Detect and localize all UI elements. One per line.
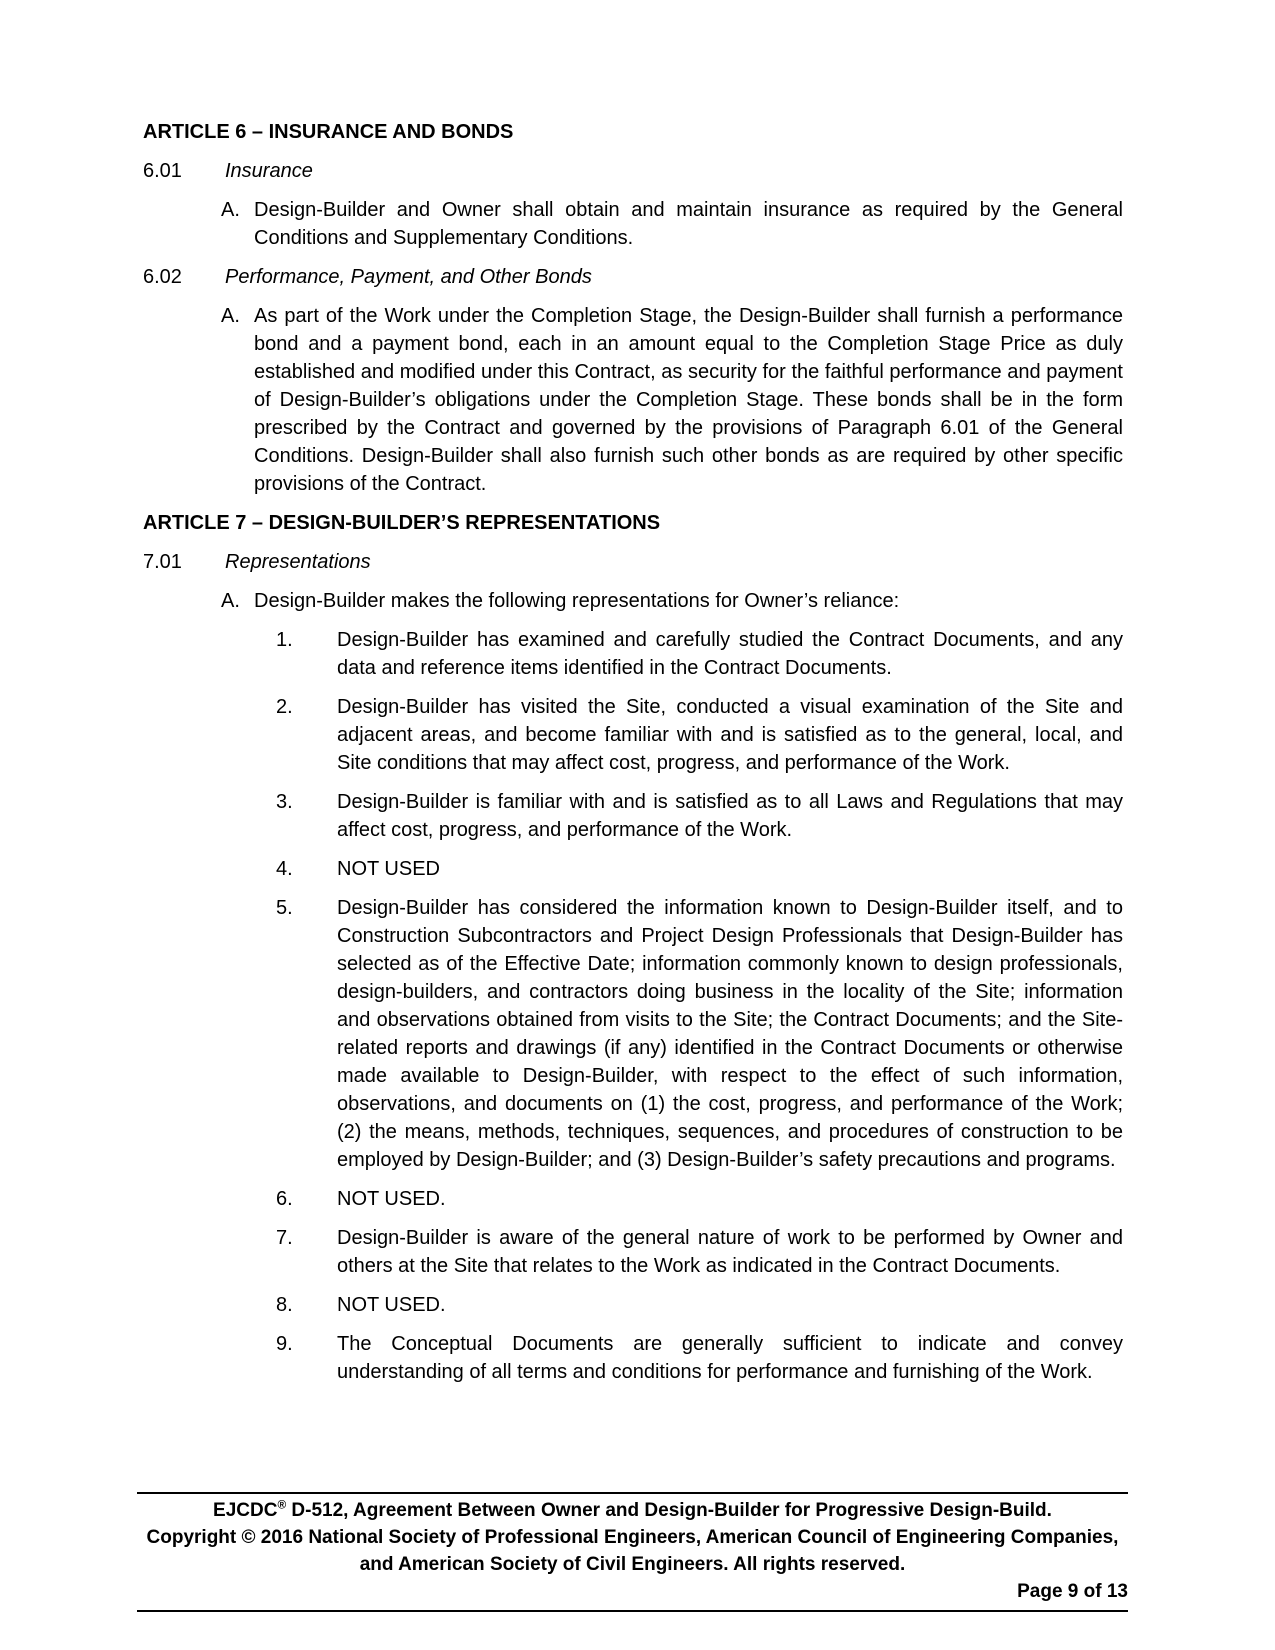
list-item-number: 6. [276, 1188, 293, 1210]
list-item-text: Design-Builder has considered the information known to Design-Builder itself, and to Construction Subcontractors and Project Design Professionals that Design-Builder has selected as of the Effective Date; information commonly known to design professionals, design-builders, and contractors doing business in the locality of the Site; information and observations obtained from visits to the Site; the Contract Documents; and the Site-related reports and drawings (if any) identified in the Contract Documents or otherwise made available to Design-Builder, with respect to the effect of such information, observations, and documents on (1) the cost, progress, and performance of the Work; (2) the means, methods, techniques, sequences, and procedures of construction to be employed by Design-Builder; and (3) Design-Builder’s safety precautions and programs. [337, 897, 1123, 1171]
list-item-text: NOT USED. [337, 1294, 446, 1316]
list-item-text: Design-Builder is aware of the general nature of work to be performed by Owner and others at the Site that relates to the Work as indicated in the Contract Documents. [337, 1227, 1123, 1277]
section-title: Representations [225, 551, 371, 573]
section-title: Insurance [225, 160, 313, 182]
list-item-number: 9. [276, 1333, 293, 1355]
paragraph-7-01-a [221, 587, 1123, 615]
list-item-3 [276, 788, 1123, 844]
section-6-01 [143, 157, 1123, 185]
list-item-text: The Conceptual Documents are generally sufficient to indicate and convey understanding of all terms and conditions for performance and furnishing of the Work. [337, 1333, 1123, 1383]
list-item-number: 7. [276, 1227, 293, 1249]
section-6-02 [143, 263, 1123, 291]
list-item-text: Design-Builder is familiar with and is satisfied as to all Laws and Regulations that may affect cost, progress, and performance of the Work. [337, 791, 1123, 841]
paragraph-label: A. [221, 305, 240, 327]
list-item-2 [276, 693, 1123, 777]
page-footer [137, 1492, 1128, 1612]
footer-document-title [137, 1497, 1128, 1524]
section-title: Performance, Payment, and Other Bonds [225, 266, 592, 288]
paragraph-6-02-a [221, 302, 1123, 498]
list-item-1 [276, 626, 1123, 682]
registered-trademark-symbol: ® [277, 1498, 287, 1512]
list-item-text: Design-Builder has visited the Site, conducted a visual examination of the Site and adjacent areas, and become familiar with and is satisfied as to the general, local, and Site conditions that may affect cost, progress, and performance of the Work. [337, 696, 1123, 774]
footer-rights-line: and American Society of Civil Engineers. All rights reserved. [359, 1554, 906, 1575]
article-7-heading: ARTICLE 7 – DESIGN-BUILDER’S REPRESENTATIONS [143, 512, 661, 534]
list-item-text: NOT USED [337, 858, 440, 880]
footer-doc-title-rest: D-512, Agreement Between Owner and Design-Builder for Progressive Design-Build. [286, 1500, 1052, 1521]
list-item-number: 5. [276, 897, 293, 919]
paragraph-text: Design-Builder makes the following representations for Owner’s reliance: [254, 590, 900, 612]
list-item-8 [276, 1291, 1123, 1319]
document-body [143, 118, 1123, 1397]
list-item-number: 8. [276, 1294, 293, 1316]
section-number: 6.01 [143, 160, 182, 182]
paragraph-label: A. [221, 590, 240, 612]
list-item-number: 1. [276, 629, 293, 651]
page-number: Page 9 of 13 [1017, 1581, 1128, 1602]
section-7-01 [143, 548, 1123, 576]
footer-copyright-line: Copyright © 2016 National Society of Professional Engineers, American Council of Engineering Companies, [146, 1527, 1119, 1548]
list-item-text: Design-Builder has examined and carefully studied the Contract Documents, and any data and reference items identified in the Contract Documents. [337, 629, 1123, 679]
section-number: 6.02 [143, 266, 182, 288]
list-item-number: 2. [276, 696, 293, 718]
list-item-6 [276, 1185, 1123, 1213]
list-item-7 [276, 1224, 1123, 1280]
list-item-4 [276, 855, 1123, 883]
section-number: 7.01 [143, 551, 182, 573]
list-item-5 [276, 894, 1123, 1174]
article-6-heading: ARTICLE 6 – INSURANCE AND BONDS [143, 121, 514, 143]
footer-doc-code: EJCDC [213, 1500, 278, 1521]
list-item-number: 3. [276, 791, 293, 813]
paragraph-label: A. [221, 199, 240, 221]
list-item-number: 4. [276, 858, 293, 880]
paragraph-text: As part of the Work under the Completion Stage, the Design-Builder shall furnish a performance bond and a payment bond, each in an amount equal to the Completion Stage Price as duly established and modified under this Contract, as security for the faithful performance and payment of Design-Builder’s obligations under the Completion Stage. These bonds shall be in the form prescribed by the Contract and governed by the provisions of Paragraph 6.01 of the General Conditions. Design-Builder shall also furnish such other bonds as are required by other specific provisions of the Contract. [254, 305, 1123, 495]
list-item-text: NOT USED. [337, 1188, 446, 1210]
list-item-9 [276, 1330, 1123, 1386]
paragraph-6-01-a [221, 196, 1123, 252]
paragraph-text: Design-Builder and Owner shall obtain and maintain insurance as required by the General Conditions and Supplementary Conditions. [254, 199, 1123, 249]
